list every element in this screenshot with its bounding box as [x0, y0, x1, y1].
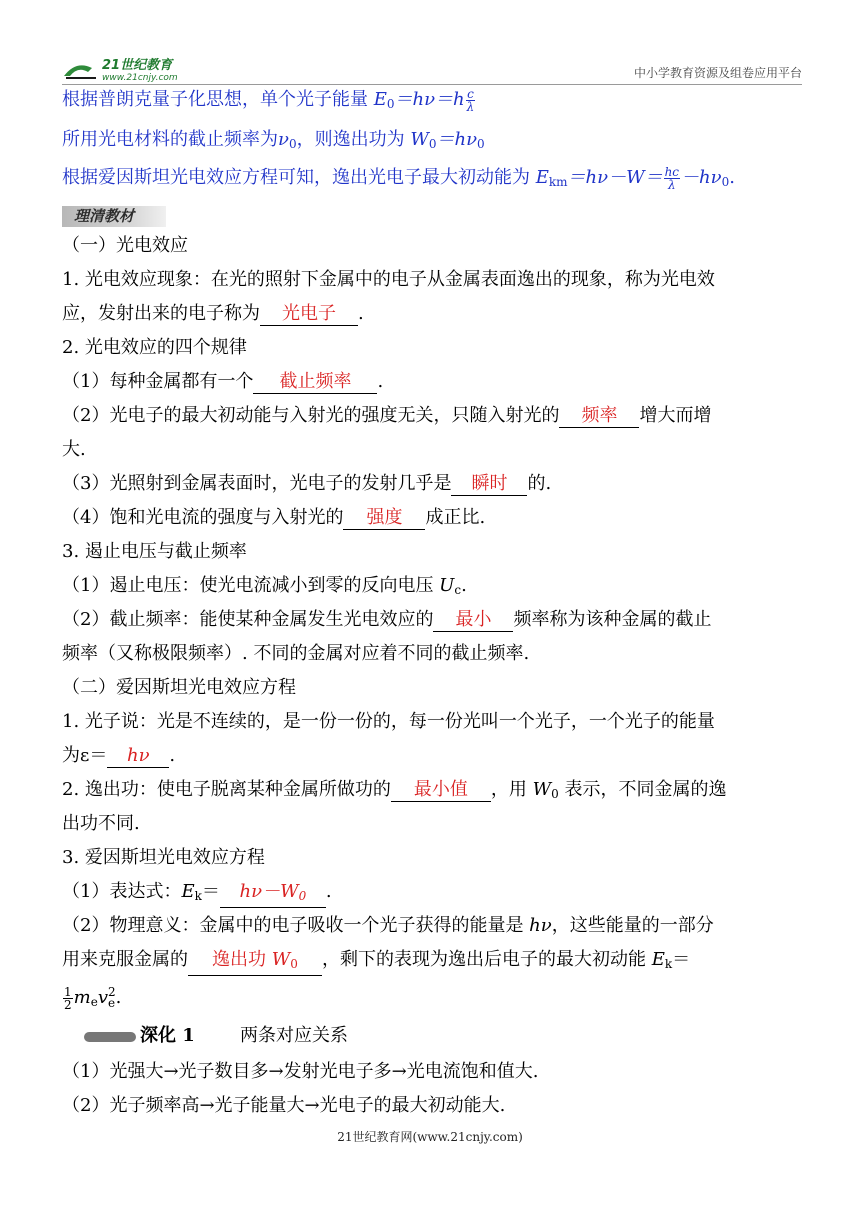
- sec2-e2b: 用来克服金属的 逸出功 $W_0$ ，剩下的表现为逸出后电子的最大初动能 $E_k=$: [62, 946, 690, 978]
- sec2-q1a: 1. 光子说：光是不连续的，是一份一份的，每一份光叫一个光子，一个光子的能量: [62, 711, 715, 732]
- answer-blank: 光电子: [260, 303, 358, 326]
- answer-blank: $h\nu-W_0$: [220, 881, 326, 908]
- answer-blank: 截止频率: [253, 371, 377, 394]
- sec2-q1b: 为ε＝ hν .: [62, 745, 176, 766]
- logo-21cnjy: [62, 56, 212, 82]
- sec2-title: （二）爱因斯坦光电效应方程: [62, 677, 296, 698]
- logo-mark-text: 21世纪教育: [102, 58, 173, 73]
- sec2-q2: 2. 逸出功：使电子脱离某种金属所做功的 最小值 ，用 $W_0$ 表示，不同金属的逸: [62, 779, 727, 801]
- intro-line-1: 根据普朗克量子化思想，单个光子能量 $E_0=h\nu=h$ $\frac{c}{\lambda}$: [62, 86, 475, 114]
- sec1-s1: （1）遏止电压：使光电流减小到零的反向电压 $U_c$.: [62, 575, 467, 597]
- answer-blank: hν: [107, 745, 169, 768]
- sec2-q3: 3. 爱因斯坦光电效应方程: [62, 847, 265, 868]
- answer-blank: 频率: [559, 405, 639, 428]
- answer-blank: 瞬时: [451, 473, 527, 496]
- answer-blank: 逸出功 $W_0$: [188, 949, 322, 976]
- answer-blank: 强度: [343, 507, 425, 530]
- sec1-p3: 3. 遏止电压与截止频率: [62, 541, 247, 562]
- sec2-q2b: 出功不同.: [62, 813, 140, 834]
- sec1-r1: （1）每种金属都有一个 截止频率 .: [62, 371, 384, 392]
- page-footer: 21世纪教育网(www.21cnjy.com): [337, 1130, 523, 1144]
- deep-label: 深化 1: [140, 1025, 195, 1046]
- deep-title: 两条对应关系: [240, 1025, 348, 1046]
- page-header: [62, 56, 802, 82]
- sec2-e2: （2）物理意义：金属中的电子吸收一个光子获得的能量是 hν，这些能量的一部分: [62, 915, 714, 936]
- intro-line-3: 根据爱因斯坦光电效应方程可知，逸出光电子最大初动能为 $E_{km}=h\nu-W=$ $\frac{hc}{\lambda}$ $-h\nu_0$.: [62, 164, 735, 192]
- deep-d2: （2）光子频率高→光子能量大→光电子的最大初动能大.: [62, 1095, 506, 1116]
- sec1-title: （一）光电效应: [62, 235, 188, 256]
- sec1-r4: （4）饱和光电流的强度与入射光的 强度 成正比.: [62, 507, 486, 528]
- answer-blank: 最小值: [391, 779, 491, 802]
- sec1-r2: （2）光电子的最大初动能与入射光的强度无关，只随入射光的 频率 增大而增: [62, 405, 712, 426]
- intro-line-2: 所用光电材料的截止频率为$\nu_0$，则逸出功为 $W_0=h\nu_0$: [62, 129, 485, 151]
- logo-url-text: www.21cnjy.com: [102, 73, 178, 82]
- logo-swoosh-icon: [64, 65, 92, 76]
- section-banner: 理清教材: [62, 206, 166, 227]
- deep-d1: （1）光强大→光子数目多→发射光电子多→光电流饱和值大.: [62, 1061, 539, 1082]
- sec2-e1: （1）表达式：$E_k= h\nu-W_0$ .: [62, 878, 332, 910]
- sec1-p2: 2. 光电效应的四个规律: [62, 337, 247, 358]
- header-slogan: 中小学教育资源及组卷应用平台: [633, 66, 802, 80]
- sec1-s2: （2）截止频率：能使某种金属发生光电效应的 最小 频率称为该种金属的截止: [62, 609, 712, 630]
- sec1-r3: （3）光照射到金属表面时，光电子的发射几乎是 瞬时 的.: [62, 473, 552, 494]
- sec1-p1a: 1. 光电效应现象：在光的照射下金属中的电子从金属表面逸出的现象，称为光电效: [62, 269, 715, 290]
- sec1-r2b: 大.: [62, 439, 86, 460]
- answer-blank: 最小: [433, 609, 513, 632]
- sec2-e2c: $\frac{1}{2}$ $m_ev$ 2 e .: [64, 984, 122, 1012]
- sec1-p1b: 应，发射出来的电子称为 光电子 .: [62, 303, 364, 324]
- deep-marker-icon: [84, 1032, 136, 1042]
- header-divider: [62, 84, 802, 85]
- sec1-s2b: 频率（又称极限频率）. 不同的金属对应着不同的截止频率.: [62, 643, 530, 664]
